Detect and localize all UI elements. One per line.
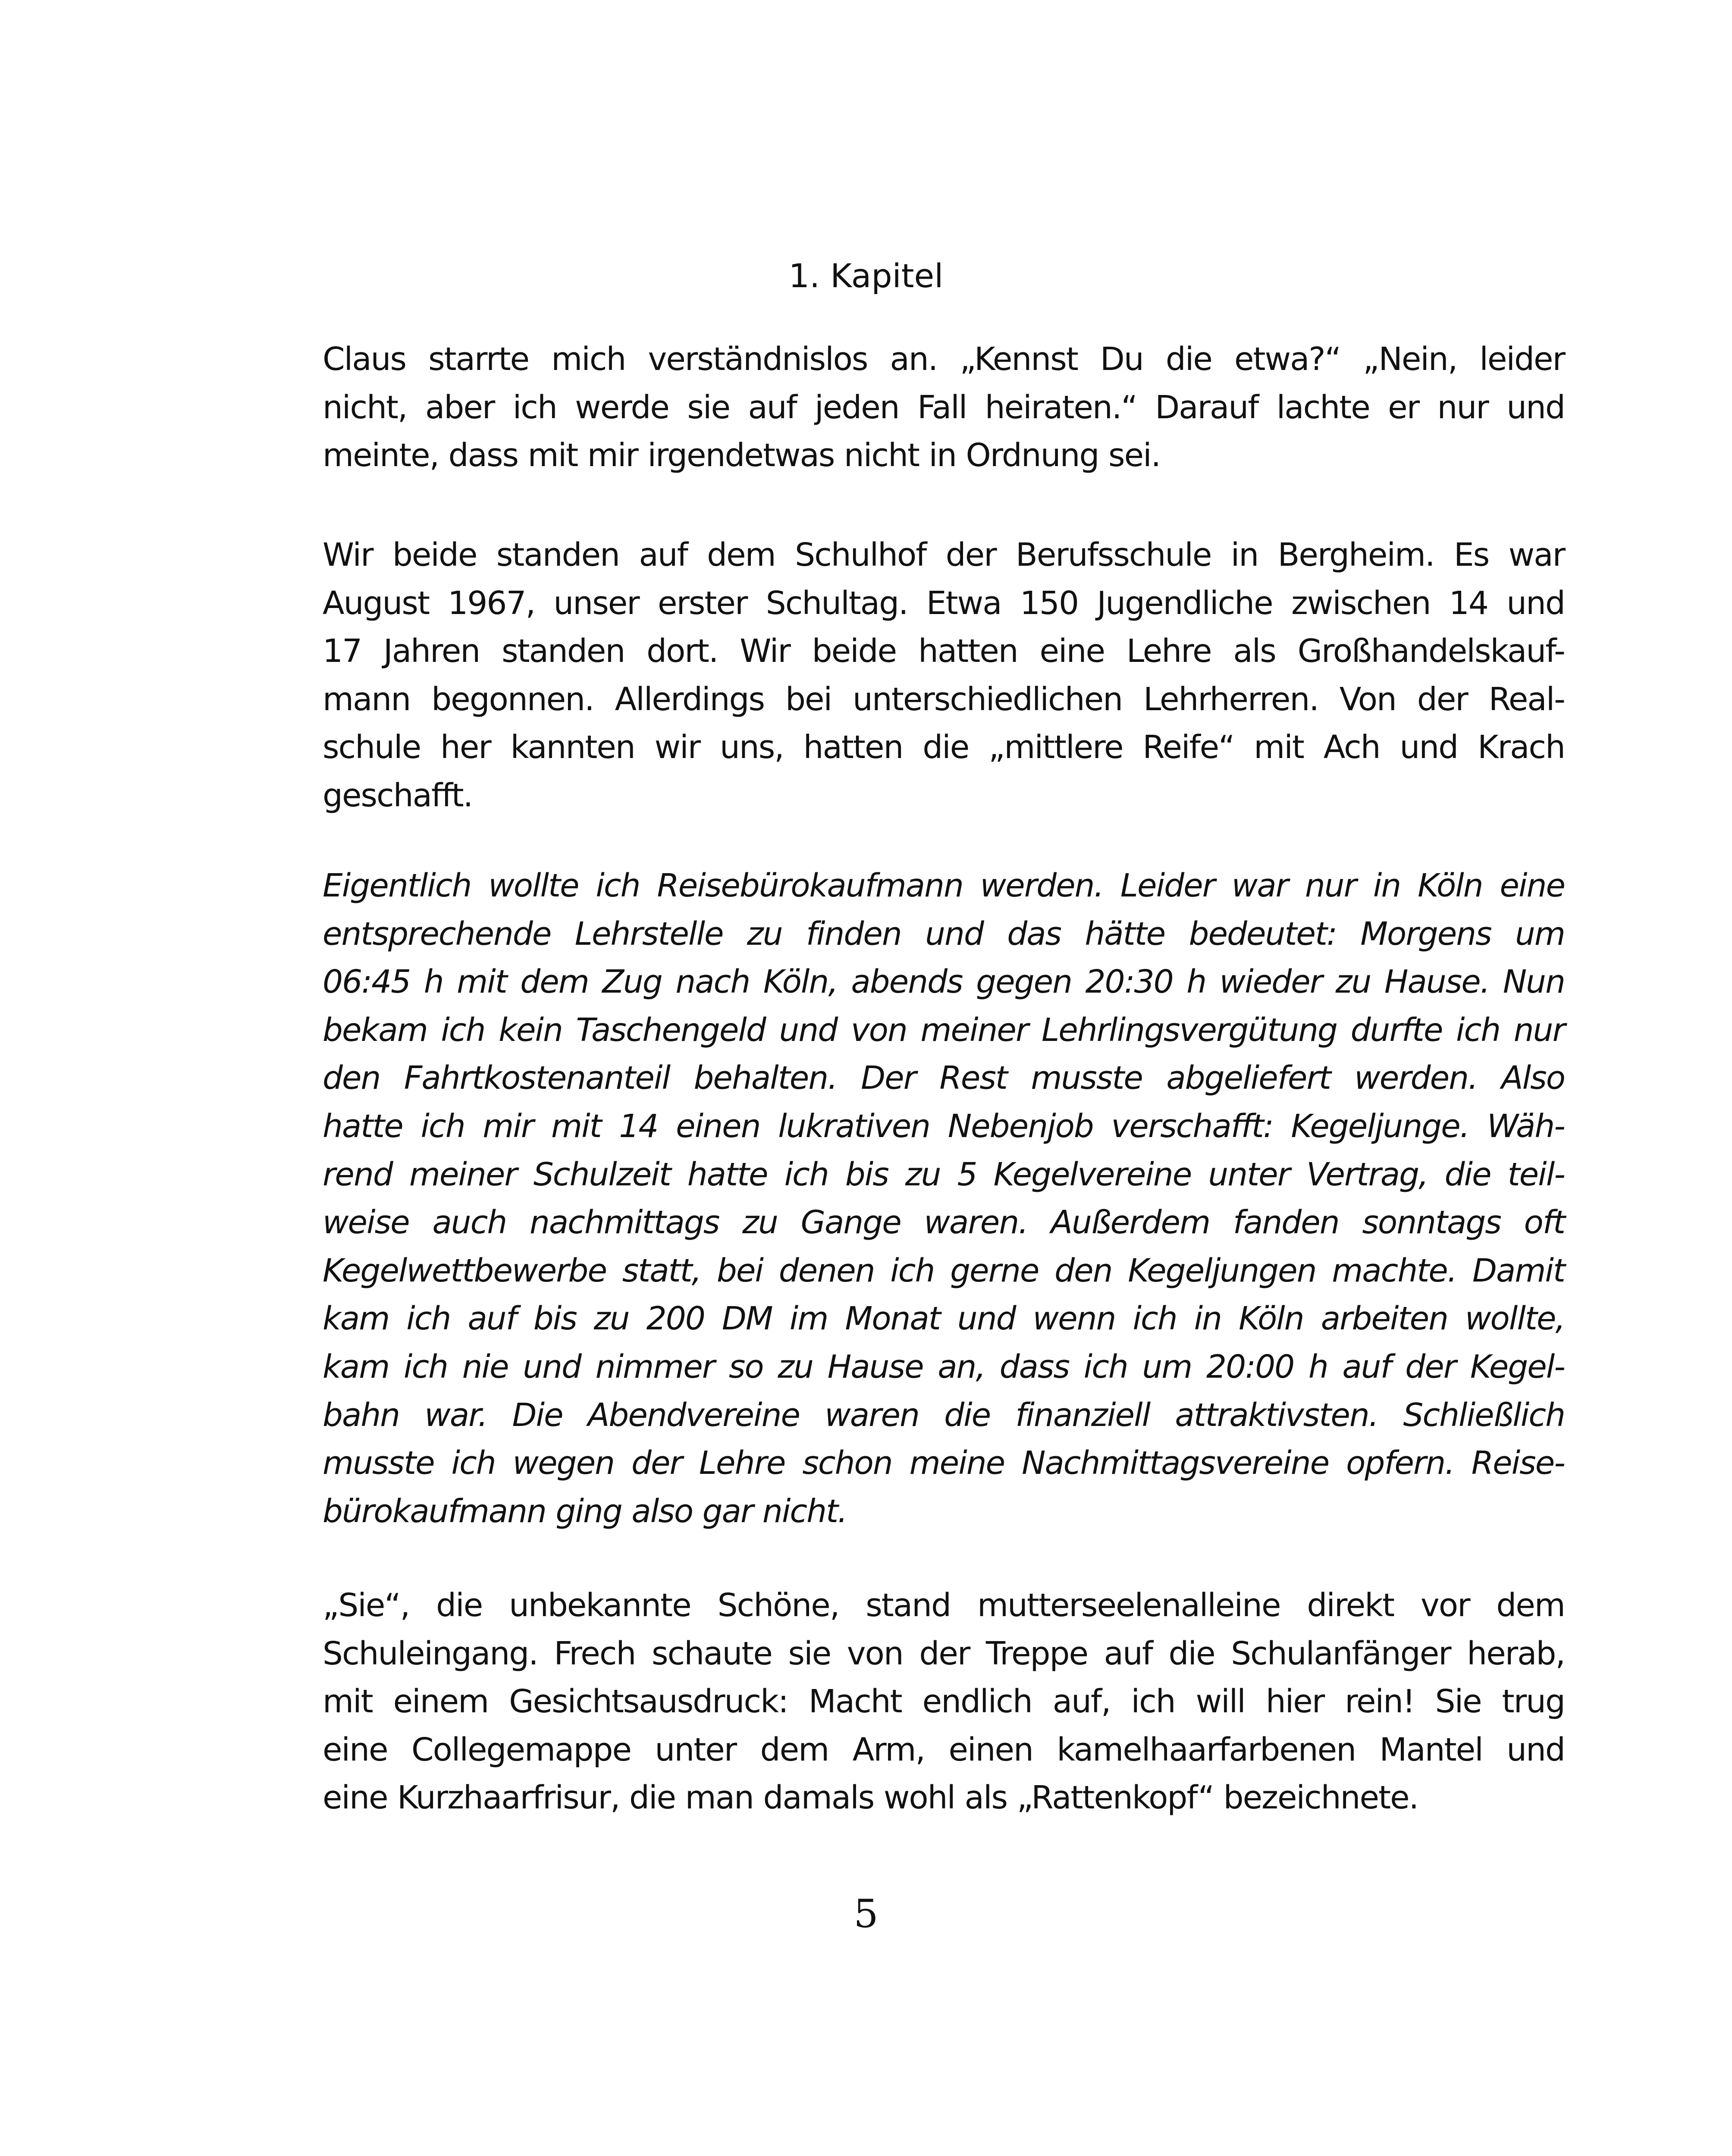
paragraph-line: nicht, aber ich werde sie auf jeden Fall heiraten.“ Darauf lachte er nur und xyxy=(323,389,1565,426)
paragraph-line: „Sie“, die unbekannte Schöne, stand mutterseelenalleine direkt vor dem xyxy=(323,1587,1565,1624)
paragraph-line: Claus starrte mich verständnislos an. „Kennst Du die etwa?“ „Nein, leider xyxy=(323,341,1565,378)
paragraph-2 xyxy=(323,531,1565,820)
paragraph-line: musste ich wegen der Lehre schon meine Nachmittagsvereine opfern. Reise- xyxy=(323,1445,1565,1482)
chapter-title: 1. Kapitel xyxy=(788,257,944,295)
paragraph-line: entsprechende Lehrstelle zu finden und das hätte bedeutet: Morgens um xyxy=(323,915,1565,953)
paragraph-line: meinte, dass mit mir irgendetwas nicht in Ordnung sei. xyxy=(323,437,1161,474)
paragraph-line: Kegelwettbewerbe statt, bei denen ich gerne den Kegeljungen machte. Damit xyxy=(323,1252,1565,1289)
paragraph-line: 06:45 h mit dem Zug nach Köln, abends gegen 20:30 h wieder zu Hause. Nun xyxy=(323,963,1565,1001)
paragraph-line: rend meiner Schulzeit hatte ich bis zu 5 Kegelvereine unter Vertrag, die teil- xyxy=(323,1156,1565,1193)
paragraph-line: den Fahrtkostenanteil behalten. Der Rest musste abgeliefert werden. Also xyxy=(323,1059,1565,1097)
paragraph-line: schule her kannten wir uns, hatten die „mittlere Reife“ mit Ach und Krach xyxy=(323,729,1565,766)
page-number: 5 xyxy=(853,1891,879,1937)
paragraph-line: geschafft. xyxy=(323,777,473,814)
paragraph-line: mann begonnen. Allerdings bei unterschiedlichen Lehrherren. Von der Real- xyxy=(323,680,1565,718)
paragraph-line: kam ich nie und nimmer so zu Hause an, dass ich um 20:00 h auf der Kegel- xyxy=(323,1348,1565,1385)
paragraph-1 xyxy=(323,335,1565,480)
paragraph-line: Schuleingang. Frech schaute sie von der Treppe auf die Schulanfänger herab, xyxy=(323,1635,1565,1672)
paragraph-line: bekam ich kein Taschengeld und von meiner Lehrlingsvergütung durfte ich nur xyxy=(323,1011,1565,1049)
paragraph-line: bahn war. Die Abendvereine waren die finanziell attraktivsten. Schließlich xyxy=(323,1396,1565,1434)
paragraph-line: bürokaufmann ging also gar nicht. xyxy=(323,1492,847,1530)
paragraph-line: mit einem Gesichtsausdruck: Macht endlich auf, ich will hier rein! Sie trug xyxy=(323,1683,1565,1720)
paragraph-4 xyxy=(323,1582,1565,1822)
paragraph-line: 17 Jahren standen dort. Wir beide hatten eine Lehre als Großhandelskauf- xyxy=(323,633,1565,670)
paragraph-line: Wir beide standen auf dem Schulhof der Berufsschule in Bergheim. Es war xyxy=(323,536,1565,573)
paragraph-line: Eigentlich wollte ich Reisebürokaufmann werden. Leider war nur in Köln eine xyxy=(323,867,1565,904)
paragraph-line: kam ich auf bis zu 200 DM im Monat und wenn ich in Köln arbeiten wollte, xyxy=(323,1300,1565,1338)
paragraph-line: eine Collegemappe unter dem Arm, einen kamelhaarfarbenen Mantel und xyxy=(323,1731,1565,1768)
paragraph-line: eine Kurzhaarfrisur, die man damals wohl als „Rattenkopf“ bezeichnete. xyxy=(323,1779,1418,1817)
paragraph-3-italic xyxy=(323,862,1565,1536)
paragraph-line: August 1967, unser erster Schultag. Etwa 150 Jugendliche zwischen 14 und xyxy=(323,584,1565,622)
paragraph-line: weise auch nachmittags zu Gange waren. Außerdem fanden sonntags oft xyxy=(323,1204,1565,1241)
paragraph-line: hatte ich mir mit 14 einen lukrativen Nebenjob verschafft: Kegeljunge. Wäh- xyxy=(323,1107,1565,1145)
